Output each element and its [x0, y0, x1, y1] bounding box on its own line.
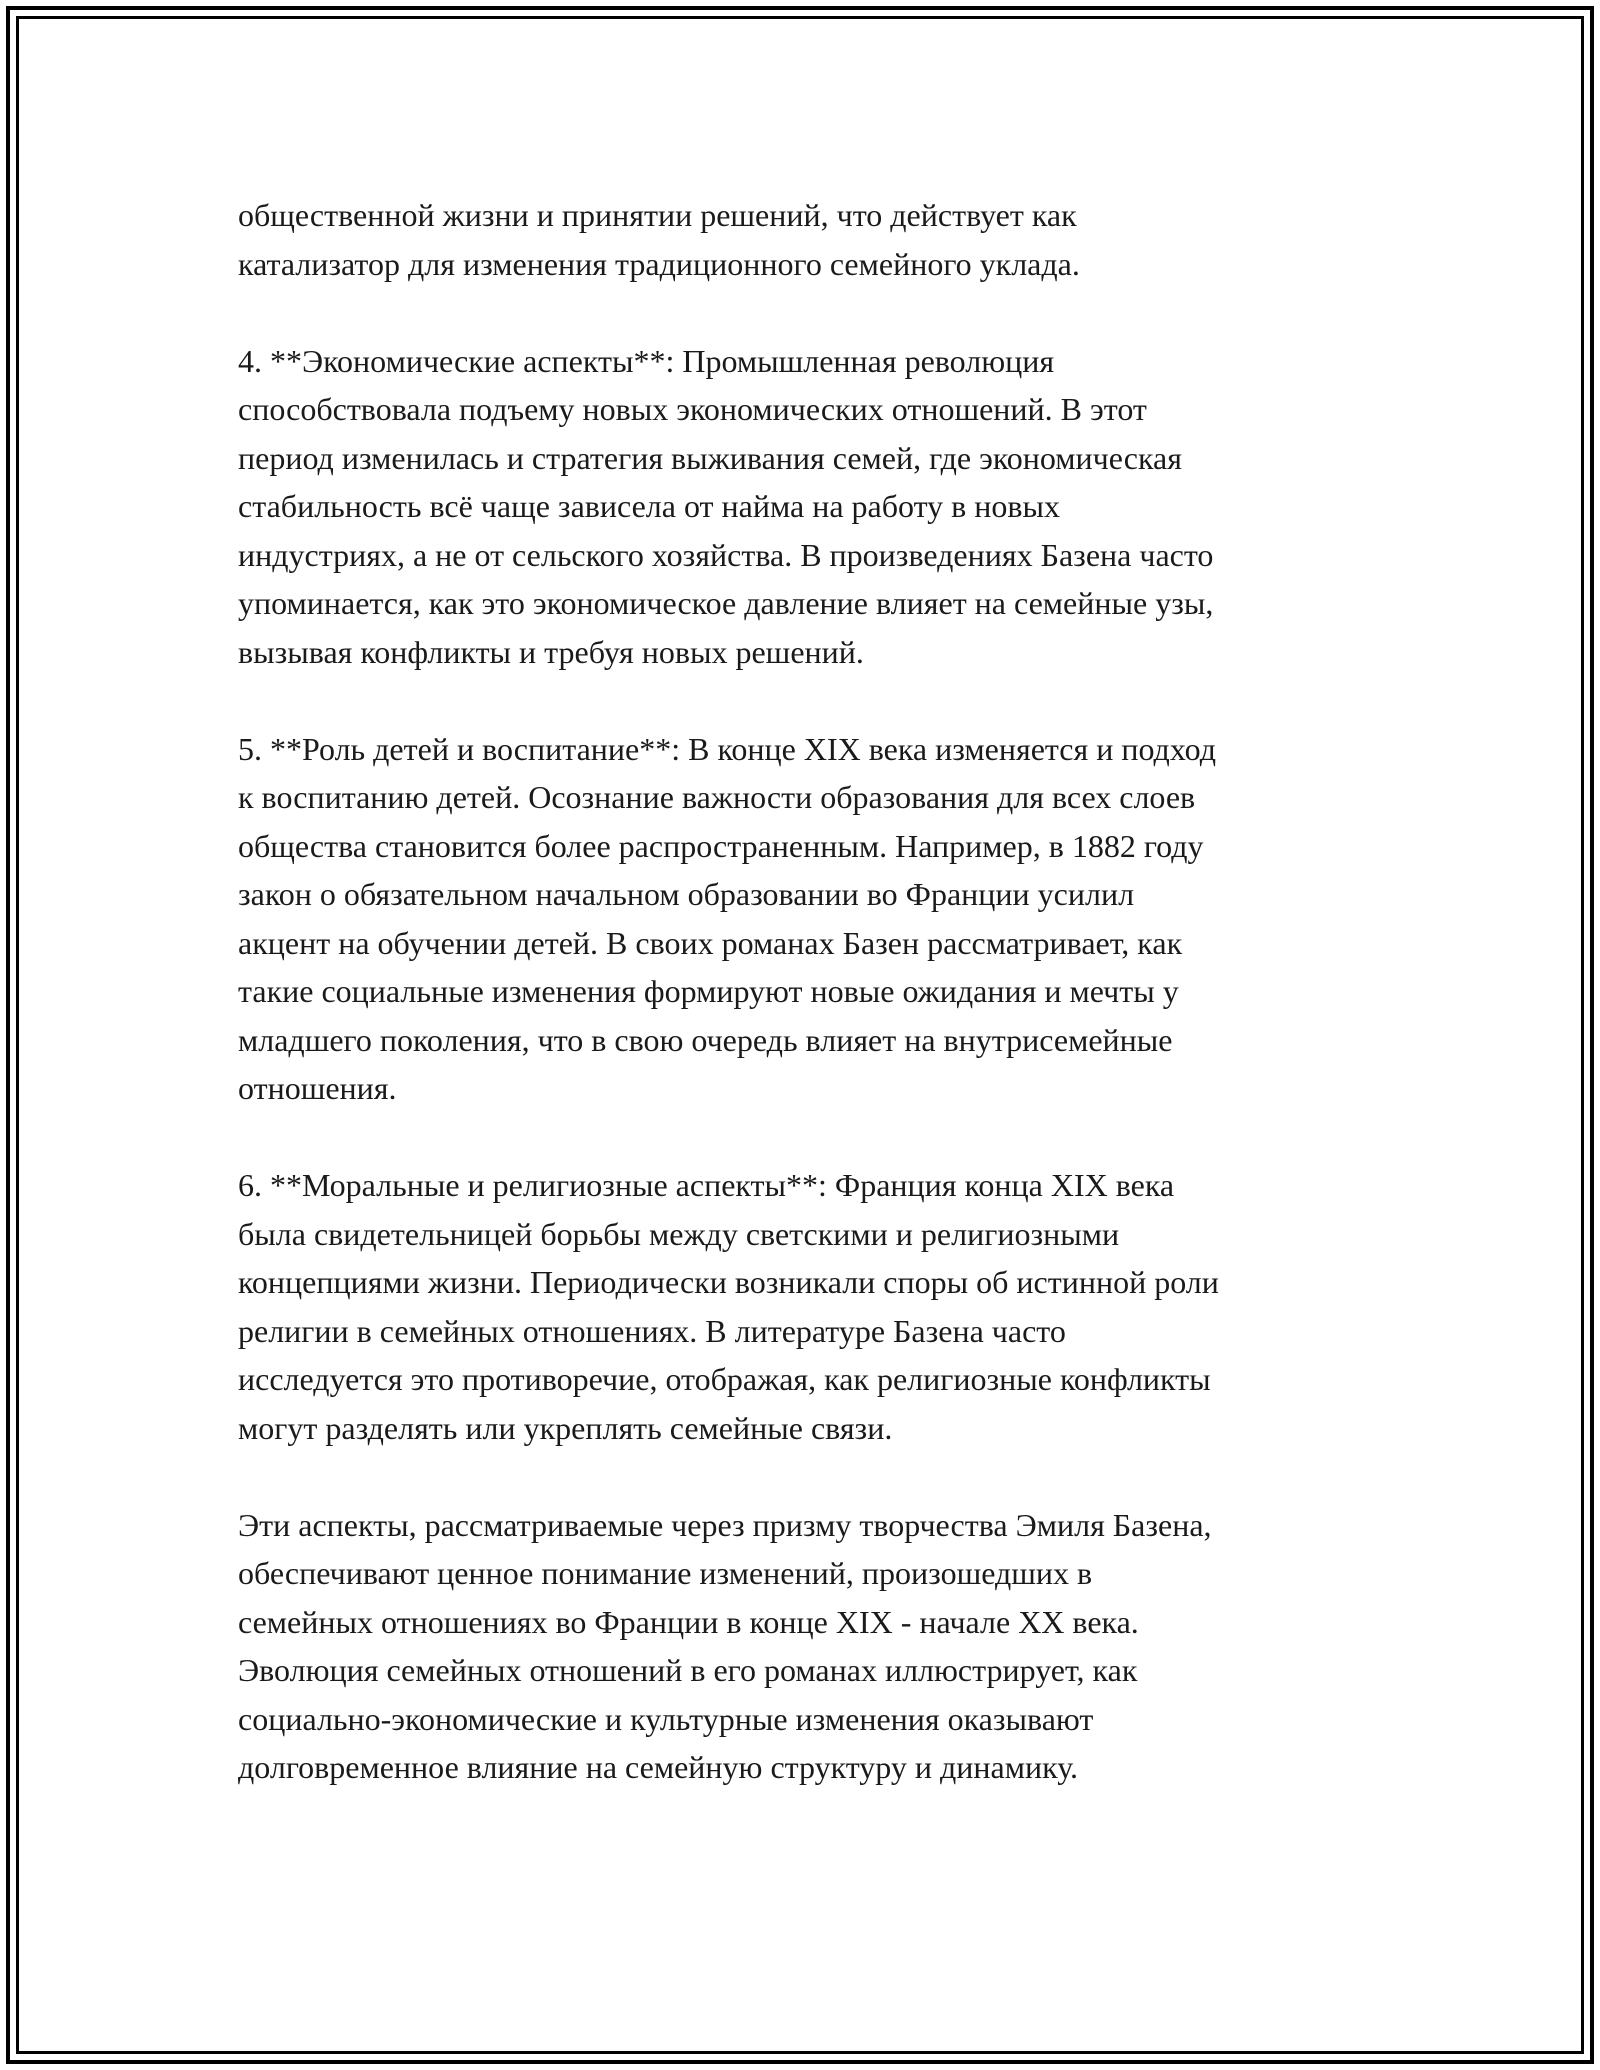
text-line: к воспитанию детей. Осознание важности образования для всех слоев	[238, 779, 1196, 815]
text-line: вызывая конфликты и требуя новых решений.	[238, 633, 864, 670]
text-line: исследуется это противоречие, отображая, как религиозные конфликты	[238, 1361, 1211, 1397]
text-line: закон о обязательном начальном образовании во Франции усилил	[238, 876, 1135, 912]
text-line: период изменилась и стратегия выживания семей, где экономическая	[238, 439, 1182, 476]
text-line: такие социальные изменения формируют новые ожидания и мечты у	[238, 973, 1179, 1009]
text-line: 5. **Роль детей и воспитание**: В конце XIX века изменяется и подход	[238, 730, 1216, 767]
text-line: общественной жизни и принятии решений, что действует как	[238, 197, 1077, 233]
text-line: катализатор для изменения традиционного семейного уклада.	[238, 245, 1080, 282]
text-line: Эволюция семейных отношений в его романах иллюстрирует, как	[238, 1652, 1138, 1688]
text-line: религии в семейных отношениях. В литературе Базена часто	[238, 1312, 1066, 1349]
text-line: общества становится более распространенным. Например, в 1882 году	[238, 827, 1204, 864]
text-line: была свидетельницей борьбы между светскими и религиозными	[238, 1215, 1120, 1252]
text-line: акцент на обучении детей. В своих романах Базен рассматривает, как	[238, 924, 1183, 961]
text-line: концепциями жизни. Периодически возникали споры об истинной роли	[238, 1264, 1219, 1300]
text-line: 6. **Моральные и религиозные аспекты**: Франция конца XIX века	[238, 1167, 1175, 1203]
text-line: долговременное влияние на семейную структуру и динамику.	[238, 1749, 1078, 1785]
paragraph-moral-religious	[238, 1161, 1388, 1452]
text-line: семейных отношениях во Франции в конце XIX - начале XX века.	[238, 1603, 1139, 1640]
text-line: упоминается, как это экономическое давление влияет на семейные узы,	[238, 585, 1214, 621]
text-line: социально-экономические и культурные изменения оказывают	[238, 1700, 1094, 1737]
text-line: Эти аспекты, рассматриваемые через призму творчества Эмиля Базена,	[238, 1506, 1212, 1543]
page-body	[238, 191, 1388, 1840]
paragraph-economic-aspects	[238, 337, 1388, 677]
paragraph-conclusion	[238, 1501, 1388, 1792]
page-frame-inner	[16, 16, 1584, 2054]
text-line: младшего поколения, что в свою очередь влияет на внутрисемейные	[238, 1021, 1173, 1058]
text-line: 4. **Экономические аспекты**: Промышленная революция	[238, 342, 1055, 379]
text-line: индустриях, а не от сельского хозяйства. В произведениях Базена часто	[238, 536, 1214, 573]
page-frame	[6, 6, 1594, 2064]
text-line: отношения.	[238, 1070, 397, 1106]
text-line: стабильность всё чаще зависела от найма на работу в новых	[238, 488, 1061, 524]
text-line: обеспечивают ценное понимание изменений, произошедших в	[238, 1555, 1093, 1591]
paragraph-children-upbringing	[238, 725, 1388, 1113]
paragraph-intro-continuation	[238, 191, 1388, 288]
text-line: способствовала подъему новых экономических отношений. В этот	[238, 391, 1147, 427]
text-line: могут разделять или укреплять семейные связи.	[238, 1409, 893, 1446]
